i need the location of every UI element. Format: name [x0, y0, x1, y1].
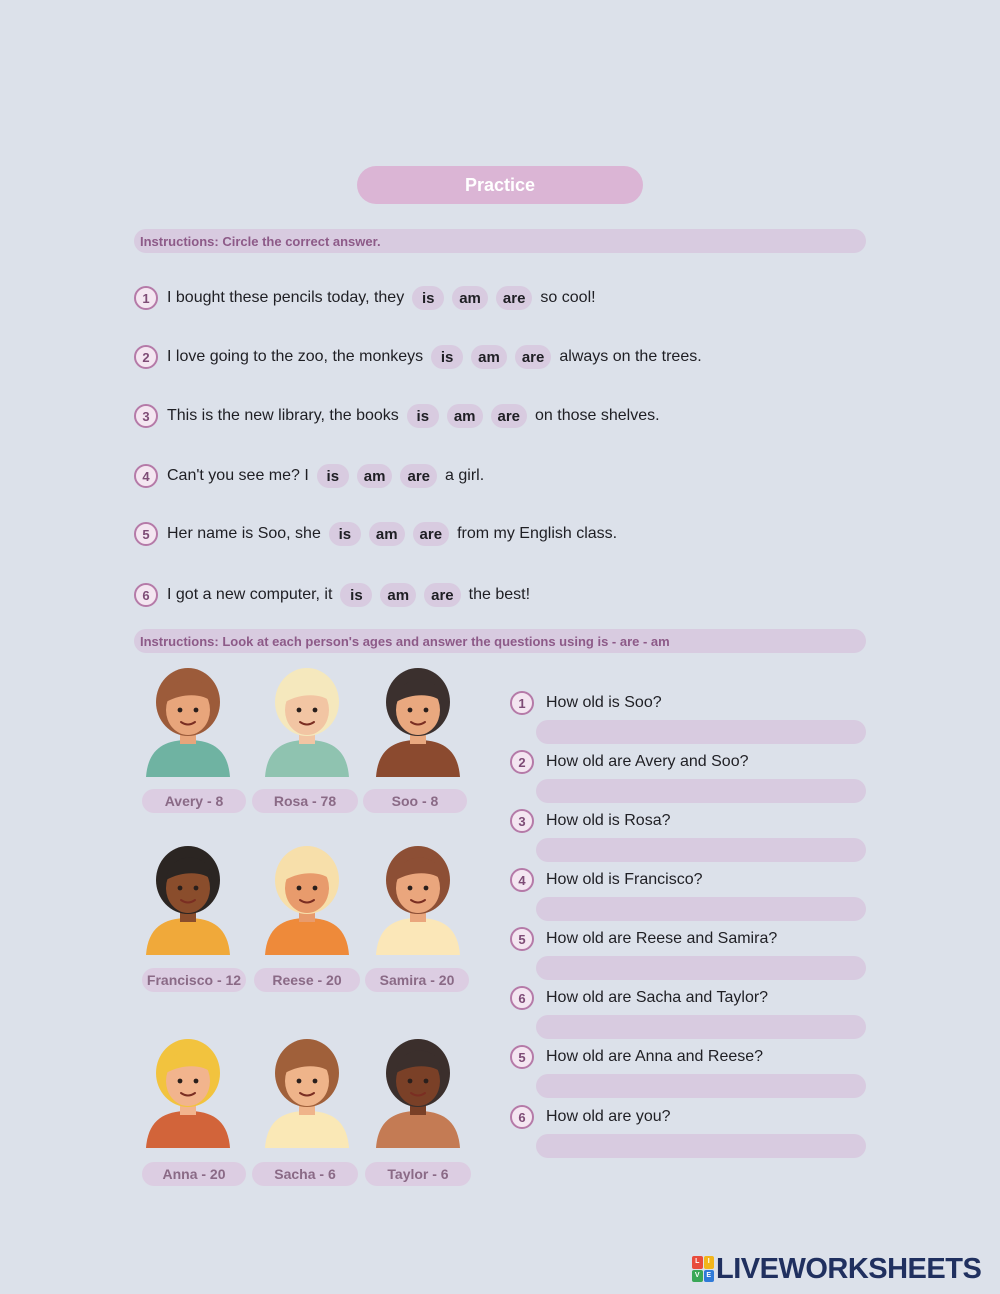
question-text-before: I bought these pencils today, they	[167, 289, 405, 306]
question-text-before: Can't you see me? I	[167, 467, 309, 484]
person-age-label: Soo - 8	[363, 789, 467, 813]
answer-option-is[interactable]: is	[329, 522, 361, 546]
person-illustration-icon	[368, 1033, 468, 1148]
question-number: 5	[134, 522, 158, 546]
person-illustration-icon	[257, 1033, 357, 1148]
instructions-section-2: Instructions: Look at each person's ages and answer the questions using is - are - am	[134, 629, 866, 653]
question-text-before: Her name is Soo, she	[167, 525, 321, 542]
age-question-row	[510, 1044, 763, 1070]
answer-option-are[interactable]: are	[496, 286, 533, 310]
answer-input[interactable]	[536, 1134, 866, 1158]
age-question-row	[510, 808, 671, 834]
age-question-text: How old is Francisco?	[546, 871, 703, 888]
answer-option-am[interactable]: am	[447, 404, 483, 428]
answer-input[interactable]	[536, 838, 866, 862]
answer-input[interactable]	[536, 897, 866, 921]
age-question-row	[510, 1104, 671, 1130]
question-number: 1	[134, 286, 158, 310]
question-number: 5	[510, 1045, 534, 1069]
instructions-section-1: Instructions: Circle the correct answer.	[134, 229, 866, 253]
person-illustration-icon	[368, 840, 468, 955]
person-illustration-icon	[138, 662, 238, 777]
answer-option-are[interactable]: are	[515, 345, 552, 369]
age-question-row	[510, 926, 777, 952]
answer-option-are[interactable]: are	[413, 522, 450, 546]
question-number: 3	[510, 809, 534, 833]
question-text-after: on those shelves.	[535, 407, 660, 424]
answer-option-am[interactable]: am	[380, 583, 416, 607]
question-number: 6	[510, 986, 534, 1010]
age-question-row	[510, 867, 703, 893]
age-question-text: How old is Soo?	[546, 694, 662, 711]
person-illustration-icon	[138, 1033, 238, 1148]
person-illustration-icon	[368, 662, 468, 777]
question-row	[134, 519, 617, 549]
question-row	[134, 342, 702, 372]
logo-text: LIVEWORKSHEETS	[716, 1252, 982, 1285]
question-text-after: from my English class.	[457, 525, 618, 542]
question-text-after: the best!	[468, 586, 531, 603]
question-number: 3	[134, 404, 158, 428]
age-question-text: How old are you?	[546, 1108, 671, 1125]
liveworksheets-logo	[692, 1252, 981, 1286]
person-age-label: Reese - 20	[254, 968, 360, 992]
question-text-before: This is the new library, the books	[167, 407, 399, 424]
answer-input[interactable]	[536, 720, 866, 744]
answer-input[interactable]	[536, 1074, 866, 1098]
answer-option-is[interactable]: is	[340, 583, 372, 607]
age-question-text: How old are Sacha and Taylor?	[546, 989, 769, 1006]
question-text-after: always on the trees.	[559, 348, 702, 365]
answer-option-is[interactable]: is	[407, 404, 439, 428]
question-row	[134, 401, 660, 431]
answer-option-are[interactable]: are	[400, 464, 437, 488]
age-question-row	[510, 749, 749, 775]
person-age-label: Anna - 20	[142, 1162, 246, 1186]
answer-option-am[interactable]: am	[471, 345, 507, 369]
answer-option-am[interactable]: am	[452, 286, 488, 310]
question-text-after: so cool!	[540, 289, 596, 306]
question-number: 2	[510, 750, 534, 774]
question-number: 6	[510, 1105, 534, 1129]
person-age-label: Taylor - 6	[365, 1162, 471, 1186]
answer-input[interactable]	[536, 1015, 866, 1039]
question-text-after: a girl.	[445, 467, 485, 484]
question-number: 6	[134, 583, 158, 607]
logo-mark-icon: L I V E	[692, 1256, 714, 1282]
answer-input[interactable]	[536, 779, 866, 803]
question-text-before: I love going to the zoo, the monkeys	[167, 348, 424, 365]
page-title: Practice	[357, 166, 643, 204]
answer-option-are[interactable]: are	[491, 404, 528, 428]
answer-option-is[interactable]: is	[431, 345, 463, 369]
age-question-row	[510, 985, 768, 1011]
question-number: 5	[510, 927, 534, 951]
person-age-label: Sacha - 6	[252, 1162, 358, 1186]
question-number: 4	[510, 868, 534, 892]
question-text-before: I got a new computer, it	[167, 586, 333, 603]
answer-option-am[interactable]: am	[357, 464, 393, 488]
question-row	[134, 580, 530, 610]
age-question-text: How old are Anna and Reese?	[546, 1048, 764, 1065]
age-question-text: How old is Rosa?	[546, 812, 671, 829]
age-question-row	[510, 690, 662, 716]
question-row	[134, 461, 484, 491]
age-question-text: How old are Reese and Samira?	[546, 930, 778, 947]
person-illustration-icon	[138, 840, 238, 955]
answer-option-are[interactable]: are	[424, 583, 461, 607]
question-number: 1	[510, 691, 534, 715]
age-question-text: How old are Avery and Soo?	[546, 753, 749, 770]
person-illustration-icon	[257, 662, 357, 777]
question-row	[134, 283, 596, 313]
person-illustration-icon	[257, 840, 357, 955]
answer-option-is[interactable]: is	[412, 286, 444, 310]
person-age-label: Samira - 20	[365, 968, 469, 992]
person-age-label: Francisco - 12	[142, 968, 246, 992]
person-age-label: Avery - 8	[142, 789, 246, 813]
question-number: 4	[134, 464, 158, 488]
person-age-label: Rosa - 78	[252, 789, 358, 813]
question-number: 2	[134, 345, 158, 369]
answer-option-am[interactable]: am	[369, 522, 405, 546]
answer-option-is[interactable]: is	[317, 464, 349, 488]
answer-input[interactable]	[536, 956, 866, 980]
